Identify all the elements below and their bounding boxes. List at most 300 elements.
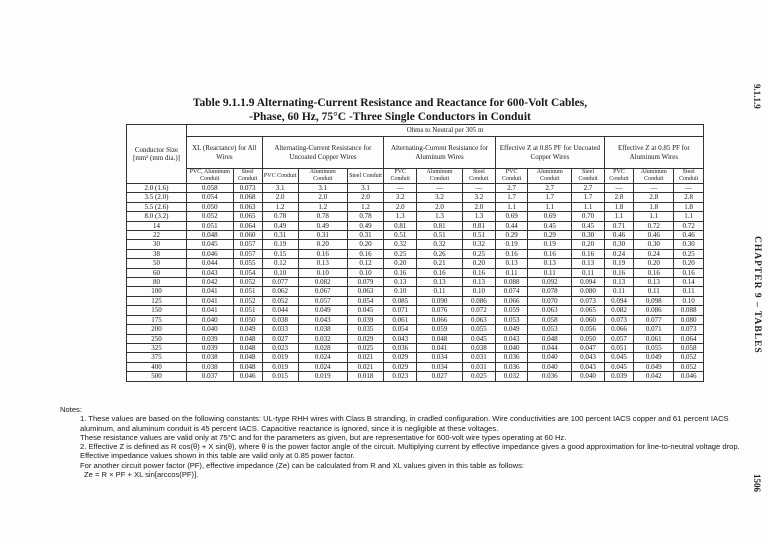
value-cell: 0.25 [462, 249, 495, 258]
value-cell: 0.029 [384, 362, 417, 371]
value-cell: 0.039 [604, 372, 633, 381]
value-cell: 0.036 [528, 372, 572, 381]
value-cell: 0.043 [572, 362, 604, 371]
value-cell: 0.019 [298, 372, 347, 381]
value-cell: 0.78 [262, 212, 298, 221]
value-cell: 0.21 [417, 259, 462, 268]
conductor-size-cell: 175 [127, 315, 187, 324]
value-cell: 0.26 [417, 249, 462, 258]
value-cell: 1.1 [674, 212, 704, 221]
value-cell: 0.70 [572, 212, 604, 221]
conductor-size-cell: 2.0 (1.6) [127, 184, 187, 193]
table-row [127, 334, 704, 343]
value-cell: 0.20 [634, 259, 674, 268]
table-row-group [127, 334, 704, 381]
value-cell: 0.11 [417, 287, 462, 296]
value-cell: 0.29 [528, 231, 572, 240]
value-cell: 0.021 [347, 353, 383, 362]
xl-header: XL (Reactance) for All Wires [187, 137, 263, 169]
value-cell: 0.041 [187, 296, 234, 305]
value-cell: 0.029 [384, 353, 417, 362]
value-cell: 0.13 [528, 259, 572, 268]
value-cell: 0.027 [262, 334, 298, 343]
value-cell: 0.042 [187, 278, 234, 287]
value-cell: 0.81 [384, 221, 417, 230]
value-cell: 0.070 [528, 296, 572, 305]
value-cell: 0.073 [233, 184, 262, 193]
value-cell: 2.0 [262, 193, 298, 202]
value-cell: 2.7 [496, 184, 528, 193]
value-cell: — [604, 184, 633, 193]
value-cell: 0.044 [262, 306, 298, 315]
value-cell: 0.042 [634, 372, 674, 381]
value-cell: 0.055 [634, 343, 674, 352]
value-cell: 0.038 [187, 362, 234, 371]
value-cell: 0.45 [572, 221, 604, 230]
table-row-group [127, 296, 704, 334]
value-cell: 0.054 [187, 193, 234, 202]
note-2: 2. Effective Z is defined as R cos(θ) + X sin(θ), where θ is the power factor angle of the circuit. Multiplying current by effective impedance gives a good approximation for line-to-neutral voltage drop. Effective impedance values shown in this table are valid only at 0.85 power factor. [80, 442, 740, 461]
value-cell: 0.071 [634, 325, 674, 334]
table-row-group [127, 184, 704, 231]
subheader-cell: Steel Conduit [233, 169, 262, 184]
value-cell: 0.045 [462, 334, 495, 343]
value-cell: 0.20 [572, 240, 604, 249]
ac-aluminum-header: Alternating-Current Resistance for Aluminum Wires [384, 137, 496, 169]
value-cell: 0.063 [462, 315, 495, 324]
value-cell: 0.055 [462, 325, 495, 334]
table-row [127, 212, 704, 221]
value-cell: 0.30 [674, 240, 704, 249]
value-cell: 0.045 [187, 240, 234, 249]
value-cell: 0.32 [384, 240, 417, 249]
value-cell: 0.058 [528, 315, 572, 324]
table-row [127, 202, 704, 211]
value-cell: 0.051 [233, 287, 262, 296]
value-cell: 0.20 [347, 240, 383, 249]
value-cell: 0.11 [634, 287, 674, 296]
value-cell: 0.13 [572, 259, 604, 268]
value-cell: 0.039 [347, 315, 383, 324]
value-cell: 0.033 [262, 325, 298, 334]
note-2b: For another circuit power factor (PF), effective impedance (Ze) can be calculated from R and XL values given in this table as follows: [80, 460, 525, 470]
value-cell: 0.040 [187, 315, 234, 324]
value-cell: 0.049 [233, 325, 262, 334]
table-row [127, 278, 704, 287]
conductor-size-cell: 8.0 (3.2) [127, 212, 187, 221]
conductor-size-cell: 500 [127, 372, 187, 381]
value-cell: 0.050 [187, 202, 234, 211]
value-cell: 0.034 [417, 362, 462, 371]
value-cell: 0.24 [634, 249, 674, 258]
value-cell: 0.027 [417, 372, 462, 381]
value-cell: 0.19 [528, 240, 572, 249]
table-title-line2: -Phase, 60 Hz, 75°C -Three Single Conductors in Conduit [249, 111, 531, 123]
value-cell: 0.092 [528, 278, 572, 287]
subheader-cell: PVC, Aluminum Conduit [187, 169, 234, 184]
value-cell: 0.49 [262, 221, 298, 230]
subheader-cell: PVC Conduit [262, 169, 298, 184]
value-cell: 0.16 [417, 268, 462, 277]
value-cell: 0.078 [528, 287, 572, 296]
value-cell: 0.036 [384, 343, 417, 352]
value-cell: 0.20 [298, 240, 347, 249]
value-cell: 1.2 [262, 202, 298, 211]
subheader-cell: PVC Conduit [496, 169, 528, 184]
value-cell: 3.1 [347, 184, 383, 193]
table-row [127, 231, 704, 240]
value-cell: 1.8 [674, 202, 704, 211]
subheader-cell: Steel Conduit [674, 169, 704, 184]
value-cell: 0.11 [572, 268, 604, 277]
value-cell: 0.72 [634, 221, 674, 230]
value-cell: 0.16 [528, 249, 572, 258]
table-title-line1: Table 9.1.1.9 Alternating-Current Resistance and Reactance for 600-Volt Cables, [192, 97, 588, 109]
value-cell: 0.13 [604, 278, 633, 287]
subheader-cell: Steel Conduit [572, 169, 604, 184]
value-cell: 0.19 [262, 240, 298, 249]
value-cell: 0.053 [528, 325, 572, 334]
value-cell: 0.062 [262, 287, 298, 296]
value-cell: 0.073 [572, 296, 604, 305]
value-cell: 0.063 [528, 306, 572, 315]
conductor-size-cell: 38 [127, 249, 187, 258]
value-cell: 0.072 [462, 306, 495, 315]
value-cell: 0.019 [262, 362, 298, 371]
value-cell: 0.024 [298, 353, 347, 362]
value-cell: 1.8 [604, 202, 633, 211]
value-cell: 0.13 [384, 278, 417, 287]
value-cell: 0.10 [674, 296, 704, 305]
value-cell: 0.13 [496, 259, 528, 268]
value-cell: 0.30 [572, 231, 604, 240]
conductor-size-cell: 80 [127, 278, 187, 287]
value-cell: 0.13 [417, 278, 462, 287]
value-cell: 0.059 [496, 306, 528, 315]
value-cell: 2.0 [347, 193, 383, 202]
table-row [127, 193, 704, 202]
value-cell: 0.16 [347, 249, 383, 258]
value-cell: 0.25 [384, 249, 417, 258]
value-cell: 0.066 [417, 315, 462, 324]
value-cell: 2.0 [298, 193, 347, 202]
value-cell: 0.051 [187, 221, 234, 230]
value-cell: 0.038 [262, 315, 298, 324]
table-row-group [127, 231, 704, 259]
conductor-size-header: Conductor Size [mm² (mm dia.)] [127, 125, 187, 184]
value-cell: 0.053 [496, 315, 528, 324]
value-cell: — [462, 184, 495, 193]
value-cell: 0.31 [262, 231, 298, 240]
value-cell: 0.064 [674, 334, 704, 343]
value-cell: 0.44 [496, 221, 528, 230]
value-cell: 0.058 [187, 184, 234, 193]
value-cell: 0.052 [674, 362, 704, 371]
value-cell: 0.11 [528, 268, 572, 277]
value-cell: 0.060 [233, 231, 262, 240]
value-cell: 0.015 [262, 372, 298, 381]
value-cell: 0.041 [187, 306, 234, 315]
subheader-cell: PVC Conduit [384, 169, 417, 184]
value-cell: 0.054 [384, 325, 417, 334]
value-cell: 0.040 [528, 362, 572, 371]
value-cell: 0.086 [634, 306, 674, 315]
value-cell: 1.1 [604, 212, 633, 221]
value-cell: 0.082 [298, 278, 347, 287]
value-cell: 0.044 [528, 343, 572, 352]
value-cell: 0.043 [187, 268, 234, 277]
value-cell: 0.057 [233, 249, 262, 258]
value-cell: 0.19 [496, 240, 528, 249]
value-cell: 0.10 [298, 268, 347, 277]
value-cell: 1.1 [496, 202, 528, 211]
value-cell: 1.2 [298, 202, 347, 211]
value-cell: 0.052 [233, 278, 262, 287]
value-cell: 0.068 [233, 193, 262, 202]
conductor-size-cell: 30 [127, 240, 187, 249]
value-cell: 0.054 [233, 268, 262, 277]
value-cell: 0.19 [604, 259, 633, 268]
value-cell: 0.32 [417, 240, 462, 249]
conductor-size-cell: 5.5 (2.6) [127, 202, 187, 211]
value-cell: 0.46 [674, 231, 704, 240]
value-cell: 0.066 [604, 325, 633, 334]
value-cell: 0.019 [262, 353, 298, 362]
value-cell: 0.039 [187, 343, 234, 352]
subheader-cell: Aluminum Conduit [417, 169, 462, 184]
value-cell: 0.064 [233, 221, 262, 230]
conductor-size-cell: 200 [127, 325, 187, 334]
value-cell: 0.054 [347, 296, 383, 305]
ohms-header: Ohms to Neutral per 305 m [187, 125, 704, 137]
value-cell: 0.060 [572, 315, 604, 324]
value-cell: 0.31 [347, 231, 383, 240]
value-cell: 0.041 [187, 287, 234, 296]
value-cell: 0.035 [347, 325, 383, 334]
ez-aluminum-header: Effective Z at 0.85 PF for Aluminum Wires [604, 137, 703, 169]
value-cell: 0.065 [572, 306, 604, 315]
value-cell: 0.061 [384, 315, 417, 324]
value-cell: 0.057 [298, 296, 347, 305]
value-cell: 0.048 [528, 334, 572, 343]
value-cell: 0.049 [496, 325, 528, 334]
value-cell: 0.045 [604, 353, 633, 362]
side-section-number: 9.1.1.9 [752, 84, 762, 109]
subheader-cell: Aluminum Conduit [634, 169, 674, 184]
ac-copper-header: Alternating-Current Resistance for Uncoated Copper Wires [262, 137, 383, 169]
value-cell: 0.090 [417, 296, 462, 305]
value-cell: 0.031 [462, 353, 495, 362]
conductor-size-cell: 125 [127, 296, 187, 305]
ac-resistance-table [126, 124, 704, 382]
table-row [127, 259, 704, 268]
value-cell: 2.0 [384, 202, 417, 211]
value-cell: 0.69 [496, 212, 528, 221]
subheader-cell: Aluminum Conduit [298, 169, 347, 184]
value-cell: 0.045 [604, 362, 633, 371]
value-cell: 0.038 [187, 353, 234, 362]
value-cell: 0.29 [496, 231, 528, 240]
table-row [127, 343, 704, 352]
value-cell: 0.81 [462, 221, 495, 230]
table-row [127, 353, 704, 362]
subheader-cell: Aluminum Conduit [528, 169, 572, 184]
value-cell: 1.3 [462, 212, 495, 221]
value-cell: 0.16 [604, 268, 633, 277]
value-cell: 0.052 [674, 353, 704, 362]
value-cell: 0.51 [462, 231, 495, 240]
value-cell: 0.032 [496, 372, 528, 381]
value-cell: 0.028 [298, 343, 347, 352]
value-cell: 0.056 [572, 325, 604, 334]
value-cell: 0.024 [298, 362, 347, 371]
value-cell: 0.13 [462, 278, 495, 287]
table-title [110, 96, 670, 124]
value-cell: — [634, 184, 674, 193]
value-cell: 0.055 [233, 259, 262, 268]
value-cell: 0.025 [462, 372, 495, 381]
value-cell: 0.81 [417, 221, 462, 230]
value-cell: 0.080 [674, 315, 704, 324]
value-cell: 0.094 [572, 278, 604, 287]
note-1: 1. These values are based on the following constants: UL-type RHH wires with Class B stranding, in cradled configuration. Wire conductivities are 100 percent IACS copper and 61 percent IACS aluminum, and aluminum conduit is 45 percent IACS. Capacitive reactance is ignored, since it is negligible at these voltages. [80, 414, 729, 433]
value-cell: 0.20 [674, 259, 704, 268]
value-cell: 1.1 [634, 212, 674, 221]
conductor-size-cell: 100 [127, 287, 187, 296]
value-cell: 0.061 [634, 334, 674, 343]
value-cell: 0.059 [417, 325, 462, 334]
table-row [127, 249, 704, 258]
value-cell: 3.2 [384, 193, 417, 202]
value-cell: 0.78 [347, 212, 383, 221]
value-cell: 2.0 [462, 202, 495, 211]
value-cell: 0.034 [417, 353, 462, 362]
value-cell: 0.12 [347, 259, 383, 268]
value-cell: 2.8 [634, 193, 674, 202]
value-cell: 0.045 [347, 306, 383, 315]
conductor-size-cell: 60 [127, 268, 187, 277]
value-cell: 3.1 [262, 184, 298, 193]
value-cell: 0.20 [384, 259, 417, 268]
value-cell: 0.16 [384, 268, 417, 277]
value-cell: 0.49 [347, 221, 383, 230]
ez-copper-header: Effective Z at 0.85 PF for Uncoated Copper Wires [496, 137, 605, 169]
value-cell: 1.7 [572, 193, 604, 202]
value-cell: 0.051 [233, 306, 262, 315]
table-row [127, 306, 704, 315]
value-cell: 0.45 [528, 221, 572, 230]
value-cell: 0.11 [496, 268, 528, 277]
value-cell: 0.021 [347, 362, 383, 371]
value-cell: 1.1 [528, 202, 572, 211]
value-cell: 0.036 [496, 362, 528, 371]
table-row [127, 362, 704, 371]
value-cell: 0.16 [634, 268, 674, 277]
value-cell: 0.10 [384, 287, 417, 296]
notes-heading: Notes: [60, 405, 82, 414]
value-cell: 0.048 [233, 362, 262, 371]
value-cell: 0.079 [347, 278, 383, 287]
value-cell: 1.8 [634, 202, 674, 211]
value-cell: 0.049 [298, 306, 347, 315]
value-cell: 3.1 [298, 184, 347, 193]
value-cell: 0.025 [347, 343, 383, 352]
value-cell: 0.041 [417, 343, 462, 352]
value-cell: 0.039 [187, 334, 234, 343]
value-cell: 0.074 [496, 287, 528, 296]
value-cell: 0.72 [674, 221, 704, 230]
conductor-size-cell: 3.5 (2.0) [127, 193, 187, 202]
value-cell: 0.30 [634, 240, 674, 249]
value-cell: 0.067 [298, 287, 347, 296]
value-cell: — [384, 184, 417, 193]
value-cell: 0.46 [634, 231, 674, 240]
value-cell: 0.057 [604, 334, 633, 343]
value-cell: 0.023 [262, 343, 298, 352]
value-cell: 0.043 [298, 315, 347, 324]
value-cell: 0.076 [417, 306, 462, 315]
value-cell: 0.16 [462, 268, 495, 277]
value-cell: 1.7 [496, 193, 528, 202]
conductor-size-cell: 325 [127, 343, 187, 352]
conductor-size-cell: 375 [127, 353, 187, 362]
subheader-cell: Steel Conduit [347, 169, 383, 184]
note-1b: These resistance values are valid only at 75°C and for the parameters as given, but are representative for 600-volt wire types operating at 60 Hz. [80, 432, 567, 442]
conductor-size-cell: 14 [127, 221, 187, 230]
value-cell: 0.052 [187, 212, 234, 221]
value-cell: 0.30 [604, 240, 633, 249]
value-cell: 0.073 [604, 315, 633, 324]
value-cell: 0.32 [462, 240, 495, 249]
value-cell: 0.11 [604, 287, 633, 296]
value-cell: 0.049 [634, 362, 674, 371]
conductor-size-cell: 22 [127, 231, 187, 240]
value-cell: 0.10 [462, 287, 495, 296]
value-cell: 0.043 [384, 334, 417, 343]
value-cell: 0.063 [347, 287, 383, 296]
value-cell: 0.038 [298, 325, 347, 334]
conductor-size-cell: 50 [127, 259, 187, 268]
value-cell: 0.24 [604, 249, 633, 258]
value-cell: 0.13 [298, 259, 347, 268]
value-cell: 0.077 [262, 278, 298, 287]
table-row-group [127, 259, 704, 297]
value-cell: 0.13 [634, 278, 674, 287]
value-cell: 0.10 [347, 268, 383, 277]
subheader-cell: Steel Conduit [462, 169, 495, 184]
side-chapter-label: CHAPTER 9 – TABLES [752, 236, 762, 354]
value-cell: 1.3 [417, 212, 462, 221]
value-cell: 0.031 [462, 362, 495, 371]
value-cell: 0.14 [674, 278, 704, 287]
value-cell: 0.71 [604, 221, 633, 230]
value-cell: 2.8 [604, 193, 633, 202]
side-page-number: 1506 [752, 474, 762, 492]
table-row [127, 184, 704, 193]
value-cell: 0.25 [674, 249, 704, 258]
table-row [127, 268, 704, 277]
value-cell: 0.023 [384, 372, 417, 381]
value-cell: 0.046 [674, 372, 704, 381]
value-cell: 0.16 [572, 249, 604, 258]
value-cell: 3.2 [417, 193, 462, 202]
value-cell: 0.040 [496, 343, 528, 352]
value-cell: 0.037 [187, 372, 234, 381]
notes [60, 405, 750, 479]
value-cell: 0.10 [262, 268, 298, 277]
value-cell: 0.043 [572, 353, 604, 362]
value-cell: 0.048 [187, 231, 234, 240]
